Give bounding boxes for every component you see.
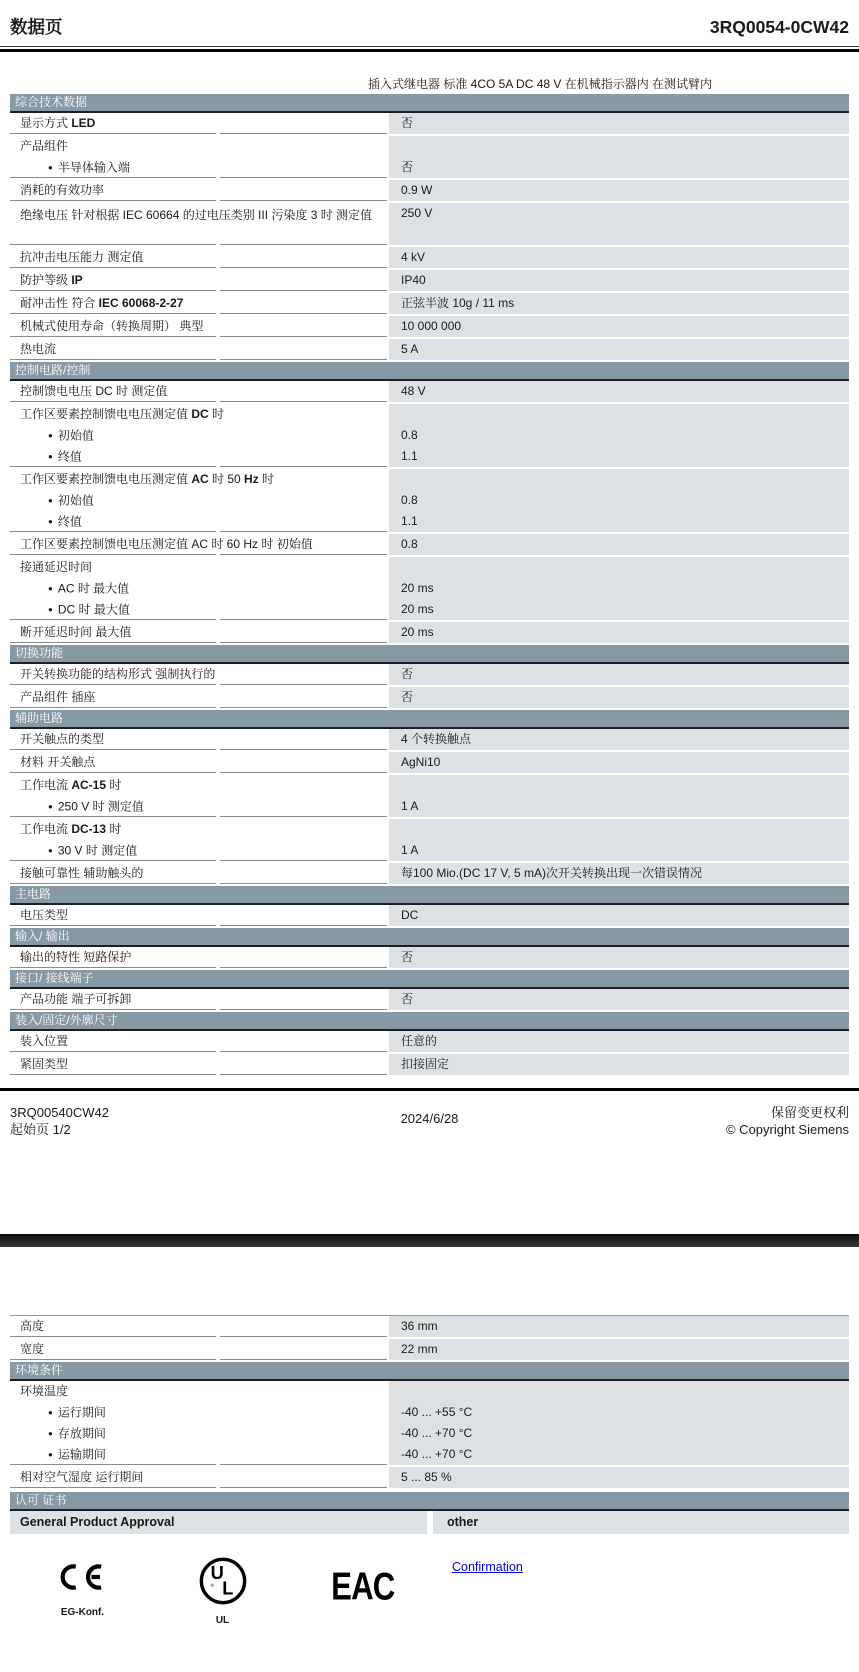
spec-label: 开关触点的类型	[20, 732, 105, 746]
section-header-approvals: 认可 证书	[10, 1492, 849, 1511]
spec-label: 抗冲击电压能力 测定值	[20, 250, 144, 264]
spec-group	[10, 113, 849, 134]
spec-group	[10, 270, 849, 291]
spec-group	[10, 775, 849, 817]
document-header	[0, 0, 859, 39]
spec-label: ● 存放期间	[48, 1426, 106, 1441]
spec-label: ● 运输期间	[48, 1447, 106, 1462]
ul-logo-caption: UL	[215, 1615, 230, 1626]
spec-value: 否	[401, 690, 414, 704]
bullet-icon: ●	[48, 452, 53, 461]
spec-label: 机械式使用寿命（转换周期） 典型	[20, 319, 204, 333]
ul-certification	[155, 1556, 290, 1626]
spec-label: 产品组件 插座	[20, 690, 96, 704]
spec-label: 控制馈电电压 DC 时 测定值	[20, 384, 168, 398]
section-header: 接口/ 接线端子	[10, 970, 849, 989]
spec-group	[10, 1467, 849, 1488]
spec-group	[10, 1031, 849, 1052]
spec-value: 20 ms	[401, 581, 434, 595]
bullet-icon: ●	[48, 584, 53, 593]
spec-group	[10, 947, 849, 968]
spec-value: 否	[401, 160, 414, 174]
spec-label: ● 终值	[48, 514, 82, 529]
spec-label: ● 初始值	[48, 428, 94, 443]
spec-value: 48 V	[401, 384, 426, 398]
spec-label: 相对空气湿度 运行期间	[20, 1470, 144, 1484]
spec-value: 36 mm	[401, 1319, 438, 1333]
spec-group	[10, 819, 849, 861]
header-rule	[0, 46, 859, 52]
spec-value: 否	[401, 116, 414, 130]
bullet-icon: ●	[48, 846, 53, 855]
ce-logo-icon	[54, 1556, 112, 1603]
spec-value: -40 ... +55 °C	[401, 1405, 473, 1419]
ce-logo-caption: EG-Konf.	[60, 1607, 105, 1618]
section-header: 装入/固定/外廓尺寸	[10, 1012, 849, 1031]
section-header: 控制电路/控制	[10, 362, 849, 381]
approvals-header-row	[10, 1511, 849, 1534]
spec-value: 4 个转换触点	[401, 732, 472, 746]
spec-label: 热电流	[20, 342, 57, 356]
svg-text:EAC: EAC	[332, 1565, 395, 1608]
section-header: 综合技术数据	[10, 94, 849, 113]
spec-label: 显示方式 LED	[20, 116, 96, 130]
spec-group	[10, 729, 849, 750]
spec-label: 材料 开关触点	[20, 755, 96, 769]
spec-value: 4 kV	[401, 250, 426, 264]
spec-value	[389, 136, 849, 157]
spec-label: 高度	[20, 1319, 45, 1333]
spec-value: 1.1	[401, 514, 418, 528]
spec-group	[10, 905, 849, 926]
spec-value: -40 ... +70 °C	[401, 1426, 473, 1440]
bullet-icon: ●	[48, 605, 53, 614]
spec-value	[389, 1381, 849, 1402]
spec-group	[10, 989, 849, 1010]
approvals-header-left: General Product Approval	[10, 1511, 427, 1534]
spec-group	[10, 404, 849, 467]
spec-label: ● AC 时 最大值	[48, 581, 130, 596]
spec-label: 工作电流 AC-15 时	[20, 778, 122, 792]
spec-table-page2	[10, 1315, 849, 1488]
spec-group	[10, 863, 849, 884]
bullet-icon: ●	[48, 496, 53, 505]
footer-rights: 保留变更权利	[771, 1105, 850, 1120]
spec-label: 工作区要素控制馈电电压测定值 DC 时	[20, 407, 225, 421]
spec-group	[10, 534, 849, 555]
spec-group	[10, 1381, 849, 1465]
spec-value: 每100 Mio.(DC 17 V, 5 mA)次开关转换出现一次错误情况	[401, 866, 702, 880]
spec-group	[10, 1316, 849, 1337]
spec-group	[10, 664, 849, 685]
spec-label: 防护等级 IP	[20, 273, 83, 287]
svg-text:U: U	[210, 1562, 224, 1584]
spec-label: ● 半导体输入端	[48, 160, 130, 175]
spec-label: ● 250 V 时 测定值	[48, 799, 144, 814]
page-footer	[0, 1091, 859, 1138]
spec-value	[389, 819, 849, 840]
spec-value: DC	[401, 908, 419, 922]
spec-label: 接触可靠性 辅助触头的	[20, 866, 144, 880]
spec-value: 20 ms	[401, 625, 434, 639]
confirmation-area	[452, 1556, 523, 1576]
spec-value: 5 ... 85 %	[401, 1470, 452, 1484]
spec-label: 宽度	[20, 1342, 45, 1356]
spec-label: ● 30 V 时 测定值	[48, 843, 138, 858]
spec-label: ● 终值	[48, 449, 82, 464]
section-header: 环境条件	[10, 1362, 849, 1381]
spec-group	[10, 136, 849, 178]
footer-copyright-line: © Copyright Siemens	[725, 1122, 850, 1137]
footer-date: 2024/6/28	[400, 1111, 459, 1126]
bullet-icon: ●	[48, 802, 53, 811]
spec-label: 绝缘电压 针对根据 IEC 60664 的过电压类别 III 污染度 3 时 测定值	[20, 208, 373, 222]
spec-group	[10, 293, 849, 314]
spec-group	[10, 1339, 849, 1360]
spec-value: 20 ms	[401, 602, 434, 616]
certification-logos-row	[10, 1556, 849, 1626]
spec-group	[10, 469, 849, 532]
section-header: 切换功能	[10, 645, 849, 664]
spec-label: 工作电流 DC-13 时	[20, 822, 122, 836]
spec-group	[10, 557, 849, 620]
spec-value: 0.9 W	[401, 183, 433, 197]
spec-label: 产品功能 端子可拆卸	[20, 992, 132, 1006]
bullet-icon: ●	[48, 163, 53, 172]
approvals-header-right: other	[433, 1511, 849, 1534]
approvals-section	[10, 1492, 849, 1511]
spec-label: ● 运行期间	[48, 1405, 106, 1420]
spec-label: 紧固类型	[20, 1057, 69, 1071]
spec-label: ● 初始值	[48, 493, 94, 508]
footer-product-code: 3RQ00540CW42	[10, 1105, 109, 1120]
spec-value: 0.8	[401, 428, 418, 442]
spec-label: 工作区要素控制馈电电压测定值 AC 时 60 Hz 时 初始值	[20, 537, 313, 551]
spec-value	[389, 775, 849, 796]
spec-group	[10, 752, 849, 773]
section-header: 输入/ 输出	[10, 928, 849, 947]
eac-logo-icon	[332, 1556, 398, 1613]
spec-group	[10, 381, 849, 402]
spec-label: 耐冲击性 符合 IEC 60068-2-27	[20, 296, 184, 310]
eac-certification	[290, 1556, 440, 1613]
spec-value: 否	[401, 950, 414, 964]
spec-group	[10, 687, 849, 708]
spec-value: 22 mm	[401, 1342, 438, 1356]
section-header: 主电路	[10, 886, 849, 905]
spec-label: 输出的特性 短路保护	[20, 950, 132, 964]
spec-value	[389, 469, 849, 490]
spec-group	[10, 339, 849, 360]
bullet-icon: ●	[48, 1450, 53, 1459]
spec-label: 开关转换功能的结构形式 强制执行的	[20, 667, 216, 681]
spec-value: 任意的	[401, 1034, 438, 1048]
spec-value: IP40	[401, 273, 426, 287]
svg-text:®: ®	[210, 1583, 214, 1589]
spec-value: 否	[401, 992, 414, 1006]
spec-label: 断开延迟时间 最大值	[20, 625, 132, 639]
spec-value: 0.8	[401, 493, 418, 507]
spec-value	[389, 404, 849, 425]
spec-value: -40 ... +70 °C	[401, 1447, 473, 1461]
bullet-icon: ●	[48, 431, 53, 440]
page-separator	[0, 1234, 859, 1247]
spec-value: 1 A	[401, 843, 419, 857]
bullet-icon: ●	[48, 517, 53, 526]
svg-text:L: L	[221, 1577, 233, 1599]
spec-group	[10, 203, 849, 245]
footer-copyright	[569, 1104, 849, 1138]
spec-group	[10, 316, 849, 337]
spec-label: 工作区要素控制馈电电压测定值 AC 时 50 Hz 时	[20, 472, 275, 486]
spec-label: 装入位置	[20, 1034, 69, 1048]
product-id: 3RQ0054-0CW42	[709, 17, 849, 37]
spec-value: 正弦半波 10g / 11 ms	[401, 296, 515, 310]
spec-value: 否	[401, 667, 414, 681]
spec-group	[10, 622, 849, 643]
spec-value: 10 000 000	[401, 319, 462, 333]
spec-value	[389, 557, 849, 578]
ce-certification	[10, 1556, 155, 1618]
spec-value: 扣接固定	[401, 1057, 450, 1071]
spec-value: 1.1	[401, 449, 418, 463]
confirmation-link[interactable]: Confirmation	[452, 1560, 523, 1574]
footer-product-info	[10, 1104, 290, 1138]
spec-group	[10, 247, 849, 268]
ul-logo-icon	[198, 1556, 248, 1611]
spec-group	[10, 180, 849, 201]
spec-label: 环境温度	[20, 1384, 69, 1398]
bullet-icon: ●	[48, 1429, 53, 1438]
spec-label: ● DC 时 最大值	[48, 602, 130, 617]
spec-label: 接通延迟时间	[20, 560, 93, 574]
spec-value: 250 V	[401, 206, 433, 220]
spec-table-page1	[10, 94, 849, 1075]
product-subtitle: 插入式继电器 标准 4CO 5A DC 48 V 在机械指示器内 在测试臂内	[368, 77, 713, 91]
spec-label: 电压类型	[20, 908, 69, 922]
footer-page-info: 起始页 1/2	[10, 1122, 71, 1137]
bullet-icon: ●	[48, 1408, 53, 1417]
spec-value: 0.8	[401, 537, 418, 551]
spec-group	[10, 1054, 849, 1075]
doc-title: 数据页	[10, 17, 63, 37]
spec-value: AgNi10	[401, 755, 441, 769]
section-header: 辅助电路	[10, 710, 849, 729]
spec-value: 1 A	[401, 799, 419, 813]
spec-label: 产品组件	[20, 139, 69, 153]
spec-label: 消耗的有效功率	[20, 183, 105, 197]
spec-value: 5 A	[401, 342, 419, 356]
